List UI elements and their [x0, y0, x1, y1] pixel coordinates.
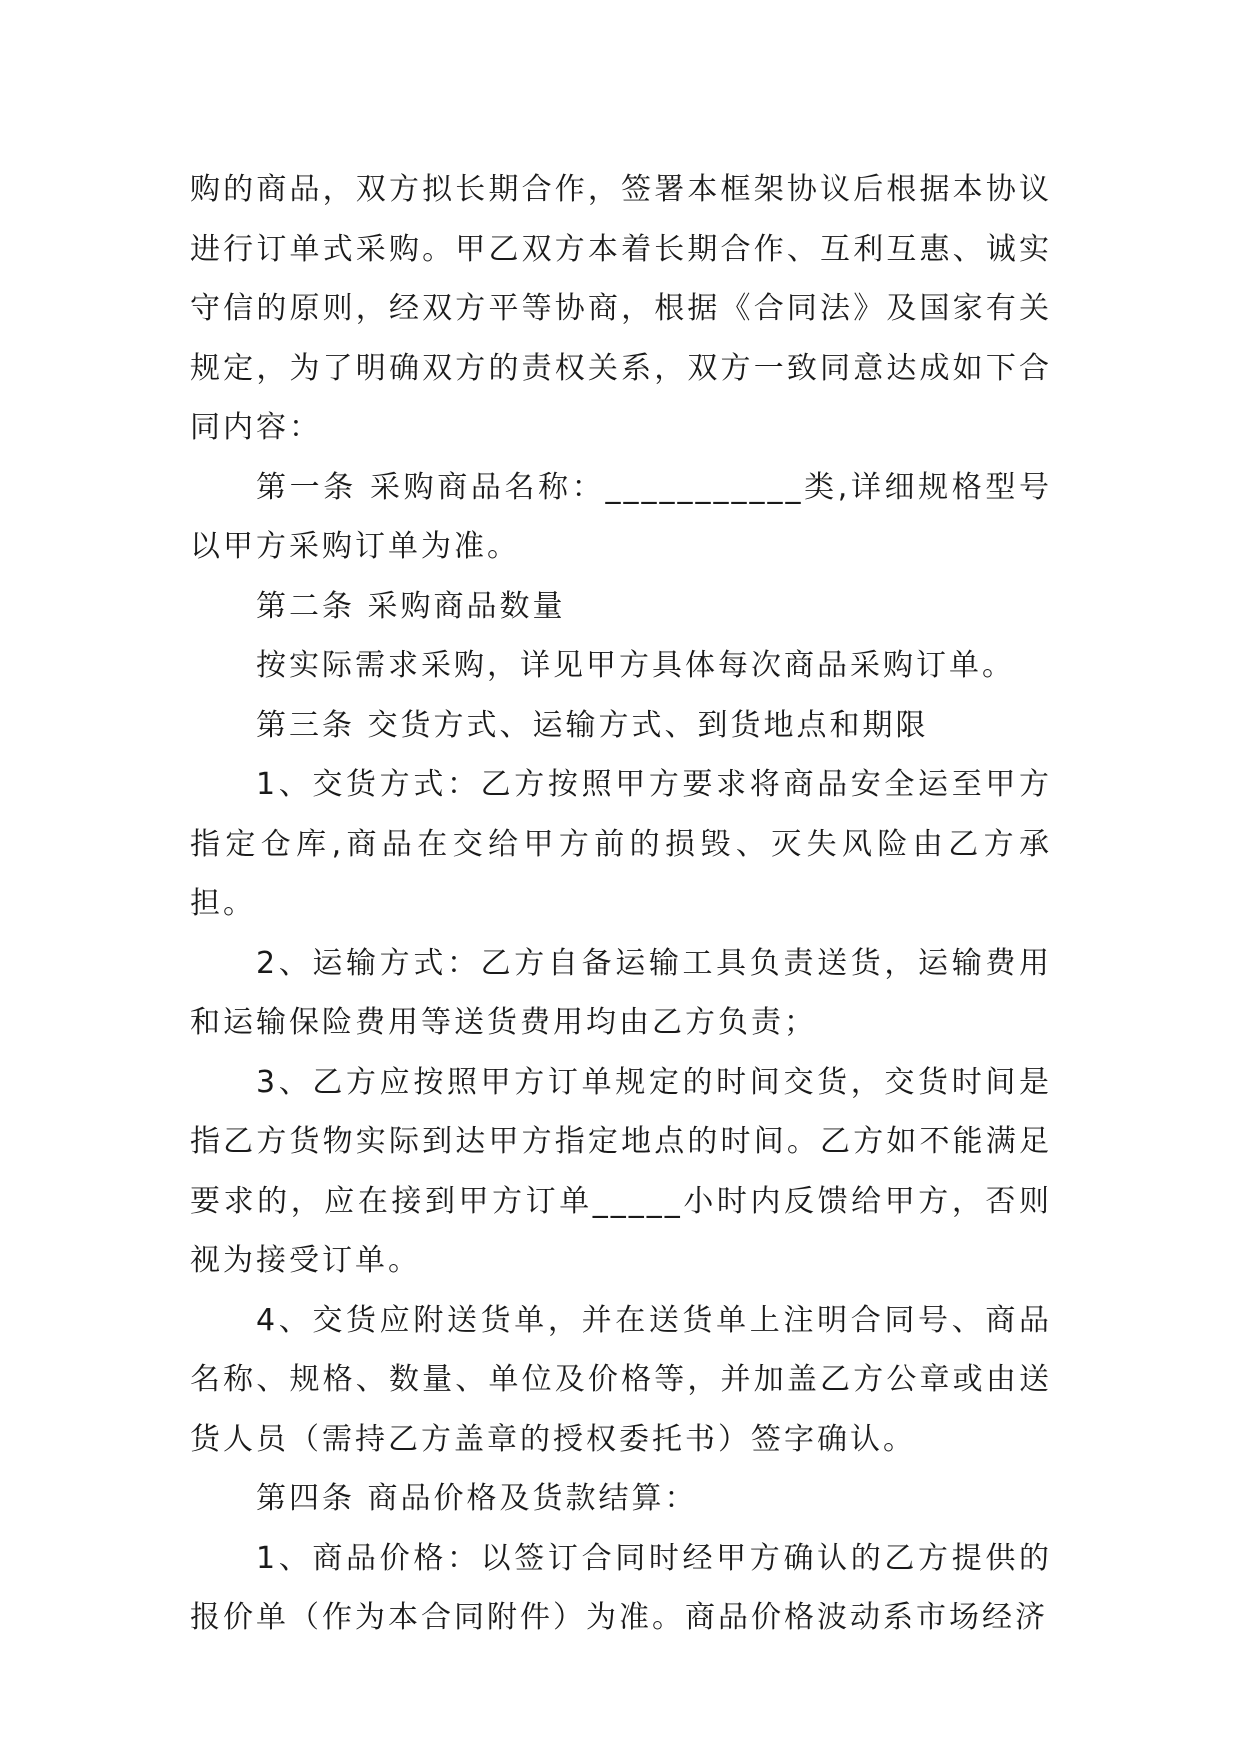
- paragraph-article-2-heading: 第二条 采购商品数量: [256, 588, 566, 624]
- paragraph-article-3-item-3: 3、乙方应按照甲方订单规定的时间交货，交货时间是指乙方货物实际到达甲方指定地点的时间。乙方如不能满足要求的，应在接到甲方订单_____小时内反馈给甲方，否则视为接受订单。: [190, 1064, 1052, 1278]
- paragraph-article-1: 第一条 采购商品名称：___________类,详细规格型号以甲方采购订单为准。: [190, 469, 1052, 564]
- paragraph-article-3-item-1: 1、交货方式：乙方按照甲方要求将商品安全运至甲方指定仓库,商品在交给甲方前的损毁、灭失风险由乙方承担。: [190, 767, 1052, 921]
- paragraph-article-3-item-2: 2、运输方式：乙方自备运输工具负责送货，运输费用和运输保险费用等送货费用均由乙方负责；: [190, 945, 1052, 1040]
- paragraph-article-2-body: 按实际需求采购，详见甲方具体每次商品采购订单。: [256, 648, 1015, 683]
- paragraph-article-3-item-4: 4、交货应附送货单，并在送货单上注明合同号、商品名称、规格、数量、单位及价格等，并加盖乙方公章或由送货人员（需持乙方盖章的授权委托书）签字确认。: [190, 1302, 1052, 1457]
- paragraph-article-3-heading: 第三条 交货方式、运输方式、到货地点和期限: [256, 707, 929, 743]
- paragraph-article-4-heading: 第四条 商品价格及货款结算：: [256, 1481, 698, 1516]
- paragraph-intro: 购的商品，双方拟长期合作，签署本框架协议后根据本协议进行订单式采购。甲乙双方本着长期合作、互利互惠、诚实守信的原则，经双方平等协商，根据《合同法》及国家有关规定，为了明确双方的责权关系，双方一致同意达成如下合同内容：: [190, 172, 1052, 445]
- paragraph-article-4-item-1: 1、商品价格：以签订合同时经甲方确认的乙方提供的报价单（作为本合同附件）为准。商品价格波动系市场经济: [190, 1540, 1052, 1635]
- document-body: [190, 160, 1052, 1648]
